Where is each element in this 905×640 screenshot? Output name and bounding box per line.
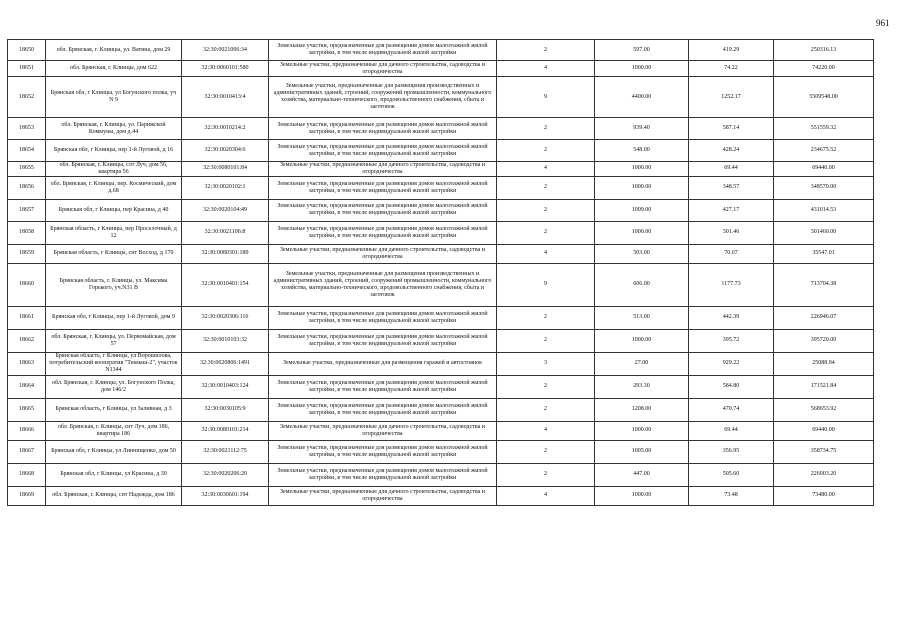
specific-value-cell: 70.67 <box>689 244 774 263</box>
table-row <box>8 352 874 375</box>
page-number: 961 <box>876 18 890 28</box>
table-row <box>8 306 874 329</box>
category-cell: 4 <box>497 61 595 77</box>
cadastral-number-cell: 32:30:0030105:9 <box>182 398 269 421</box>
cadastral-value-table <box>7 39 874 506</box>
specific-value-cell: 69.44 <box>689 162 774 177</box>
table-row <box>8 77 874 118</box>
area-cell: 1009.00 <box>595 199 689 221</box>
table-row <box>8 162 874 177</box>
table-row <box>8 199 874 221</box>
cadastral-number-cell: 32:30:0080101:214 <box>182 421 269 440</box>
cadastral-value-cell: 73480.00 <box>774 486 874 505</box>
address-cell: обл. Брянская, г. Клинцы, ул. Парижской Коммуны, дом д.44 <box>46 118 182 140</box>
area-cell: 1000.00 <box>595 61 689 77</box>
cadastral-number-cell: 32:30:0010214:2 <box>182 118 269 140</box>
specific-value-cell: 470.74 <box>689 398 774 421</box>
address-cell: обл. Брянская, г. Клинцы, ул. Первомайская, дом 57 <box>46 329 182 352</box>
category-cell: 2 <box>497 375 595 398</box>
category-cell: 2 <box>497 199 595 221</box>
row-number: 18666 <box>8 421 46 440</box>
row-number: 18650 <box>8 40 46 61</box>
category-cell: 2 <box>497 118 595 140</box>
address-cell: Брянская область, г. Клинцы, ул. Максима Горького, уч.N31 В <box>46 263 182 306</box>
area-cell: 447.00 <box>595 463 689 486</box>
land-use-cell: Земельные участки, предназначенные для размещения домов малоэтажной жилой застройки, в том числе индивидуальной жилой застройки <box>269 440 497 463</box>
land-use-cell: Земельные участки, предназначенные для размещения домов малоэтажной жилой застройки, в том числе индивидуальной жилой застройки <box>269 306 497 329</box>
area-cell: 1000.00 <box>595 162 689 177</box>
table-row <box>8 375 874 398</box>
area-cell: 1000.00 <box>595 421 689 440</box>
address-cell: обл. Брянская, г. Клинцы, ул. Богунского Полка, дом 146/2 <box>46 375 182 398</box>
row-number: 18667 <box>8 440 46 463</box>
specific-value-cell: 1252.17 <box>689 77 774 118</box>
cadastral-number-cell: 32:30:0030601:194 <box>182 486 269 505</box>
cadastral-value-cell: 69440.00 <box>774 162 874 177</box>
area-cell: 27.00 <box>595 352 689 375</box>
land-use-cell: Земельные участки, предназначенные для размещения домов малоэтажной жилой застройки, в том числе индивидуальной жилой застройки <box>269 40 497 61</box>
table-row <box>8 440 874 463</box>
address-cell: Брянская обл, г Клинцы, пер 1-й Луговой, дом 9 <box>46 306 182 329</box>
land-use-cell: Земельные участки, предназначенные для размещения домов малоэтажной жилой застройки, в том числе индивидуальной жилой застройки <box>269 375 497 398</box>
category-cell: 2 <box>497 40 595 61</box>
cadastral-value-cell: 431014.53 <box>774 199 874 221</box>
address-cell: обл. Брянская, г. Клинцы, дом 622 <box>46 61 182 77</box>
area-cell: 1000.00 <box>595 176 689 199</box>
area-cell: 1005.00 <box>595 440 689 463</box>
specific-value-cell: 395.72 <box>689 329 774 352</box>
land-use-cell: Земельные участки, предназначенные для размещения домов малоэтажной жилой застройки, в том числе индивидуальной жилой застройки <box>269 463 497 486</box>
table-row <box>8 463 874 486</box>
row-number: 18660 <box>8 263 46 306</box>
address-cell: Брянская обл, г Клинцы, ул Богунского полка, уч N 9 <box>46 77 182 118</box>
address-cell: обл. Брянская, г. Клинцы, пер. Космический, дом д.68 <box>46 176 182 199</box>
area-cell: 503.00 <box>595 244 689 263</box>
address-cell: Брянская обл, г Клинцы, пер Красина, д 40 <box>46 199 182 221</box>
cadastral-value-cell: 171521.84 <box>774 375 874 398</box>
category-cell: 2 <box>497 329 595 352</box>
cadastral-value-cell: 74220.00 <box>774 61 874 77</box>
table-row <box>8 118 874 140</box>
specific-value-cell: 427.17 <box>689 199 774 221</box>
land-use-cell: Земельные участки, предназначенные для размещения домов малоэтажной жилой застройки, в том числе индивидуальной жилой застройки <box>269 176 497 199</box>
cadastral-value-cell: 69440.00 <box>774 421 874 440</box>
table-row <box>8 486 874 505</box>
specific-value-cell: 584.80 <box>689 375 774 398</box>
cadastral-value-cell: 395720.00 <box>774 329 874 352</box>
table-row <box>8 40 874 61</box>
address-cell: Брянская обл, г Клинцы, ул Линнищенко, дом 50 <box>46 440 182 463</box>
address-cell: обл. Брянская, г. Клинцы, снт Луч, дом 186, квартира 186 <box>46 421 182 440</box>
category-cell: 4 <box>497 162 595 177</box>
category-cell: 2 <box>497 140 595 162</box>
row-number: 18661 <box>8 306 46 329</box>
table-row <box>8 221 874 244</box>
land-use-cell: Земельные участки, предназначенные для размещения домов малоэтажной жилой застройки, в том числе индивидуальной жилой застройки <box>269 329 497 352</box>
address-cell: Брянская область, г Клинцы, пер Проселочный, д 12 <box>46 221 182 244</box>
row-number: 18669 <box>8 486 46 505</box>
specific-value-cell: 69.44 <box>689 421 774 440</box>
table-row <box>8 176 874 199</box>
cadastral-value-cell: 358734.75 <box>774 440 874 463</box>
area-cell: 1000.00 <box>595 329 689 352</box>
area-cell: 548.00 <box>595 140 689 162</box>
category-cell: 4 <box>497 421 595 440</box>
cadastral-number-cell: 32:30:0010401:154 <box>182 263 269 306</box>
row-number: 18659 <box>8 244 46 263</box>
category-cell: 4 <box>497 244 595 263</box>
cadastral-number-cell: 32:30:0010413:4 <box>182 77 269 118</box>
row-number: 18656 <box>8 176 46 199</box>
specific-value-cell: 73.48 <box>689 486 774 505</box>
cadastral-number-cell: 32:30:0020304:6 <box>182 140 269 162</box>
land-use-cell: Земельные участки, предназначенные для дачного строительства, садоводства и огородничества <box>269 486 497 505</box>
table-row <box>8 421 874 440</box>
row-number: 18657 <box>8 199 46 221</box>
specific-value-cell: 587.14 <box>689 118 774 140</box>
address-cell: обл. Брянская, г. Клинцы, слт Луч, дом 56, квартира 56 <box>46 162 182 177</box>
cadastral-value-cell: 35547.01 <box>774 244 874 263</box>
category-cell: 9 <box>497 263 595 306</box>
specific-value-cell: 348.57 <box>689 176 774 199</box>
category-cell: 2 <box>497 440 595 463</box>
specific-value-cell: 356.95 <box>689 440 774 463</box>
table-row <box>8 61 874 77</box>
category-cell: 2 <box>497 176 595 199</box>
category-cell: 4 <box>497 486 595 505</box>
land-use-cell: Земельные участки, предназначенные для дачного строительства, садоводства и огородничества <box>269 162 497 177</box>
land-use-cell: Земельные участки, предназначенные для размещения производственных и административных зданий, строений, сооружений промышленности, коммунального хозяйства, материально-технического, продовольственного снабжения, сбыта и заготовок <box>269 263 497 306</box>
cadastral-value-cell: 301460.00 <box>774 221 874 244</box>
cadastral-value-cell: 25088.94 <box>774 352 874 375</box>
cadastral-value-cell: 713704.38 <box>774 263 874 306</box>
cadastral-number-cell: 32:30:0010403:124 <box>182 375 269 398</box>
land-use-cell: Земельные участки, предназначенные для дачного строительства, садоводства и огородничества <box>269 244 497 263</box>
category-cell: 2 <box>497 398 595 421</box>
specific-value-cell: 74.22 <box>689 61 774 77</box>
land-use-cell: Земельные участки, предназначенные для размещения домов малоэтажной жилой застройки, в том числе индивидуальной жилой застройки <box>269 118 497 140</box>
table-row <box>8 244 874 263</box>
specific-value-cell: 929.22 <box>689 352 774 375</box>
specific-value-cell: 505.60 <box>689 463 774 486</box>
row-number: 18654 <box>8 140 46 162</box>
land-use-cell: Земельные участки, предназначенные для дачного строительства, садоводства и огородничества <box>269 61 497 77</box>
category-cell: 2 <box>497 463 595 486</box>
cadastral-value-cell: 568653.92 <box>774 398 874 421</box>
table-row <box>8 263 874 306</box>
address-cell: Брянская область, г Клинцы, снт Восход, д 170 <box>46 244 182 263</box>
cadastral-value-cell: 226003.20 <box>774 463 874 486</box>
area-cell: 4400.00 <box>595 77 689 118</box>
category-cell: 2 <box>497 306 595 329</box>
area-cell: 1208.00 <box>595 398 689 421</box>
land-use-cell: Земельные участки, предназначенные для размещения гаражей и автостоянок <box>269 352 497 375</box>
table-row <box>8 329 874 352</box>
address-cell: Брянская область, г Клинцы, ул Ворошилова, потребительский кооператив "Текмаш-2", участок N1344 <box>46 352 182 375</box>
row-number: 18652 <box>8 77 46 118</box>
row-number: 18665 <box>8 398 46 421</box>
row-number: 18653 <box>8 118 46 140</box>
address-cell: Брянская обл, г Клинцы, пер 1-й Луговой, д 16 <box>46 140 182 162</box>
cadastral-number-cell: 32:30:0020306:116 <box>182 306 269 329</box>
address-cell: Брянская обл, г Клинцы, ул Красина, д 30 <box>46 463 182 486</box>
cadastral-number-cell: 32:30:0080101:84 <box>182 162 269 177</box>
cadastral-number-cell: 32:30:0060101:580 <box>182 61 269 77</box>
address-cell: обл. Брянская, г. Клинцы, ул. Ватина, дом 29 <box>46 40 182 61</box>
specific-value-cell: 301.46 <box>689 221 774 244</box>
cadastral-number-cell: 32:30:0010103:32 <box>182 329 269 352</box>
specific-value-cell: 428.24 <box>689 140 774 162</box>
cadastral-value-cell: 226946.07 <box>774 306 874 329</box>
cadastral-number-cell: 32:30:0021006:34 <box>182 40 269 61</box>
area-cell: 1000.00 <box>595 486 689 505</box>
row-number: 18664 <box>8 375 46 398</box>
category-cell: 9 <box>497 77 595 118</box>
specific-value-cell: 419.29 <box>689 40 774 61</box>
area-cell: 513.00 <box>595 306 689 329</box>
cadastral-value-cell: 348570.00 <box>774 176 874 199</box>
row-number: 18658 <box>8 221 46 244</box>
cadastral-number-cell: 32:30:0080301:189 <box>182 244 269 263</box>
address-cell: обл. Брянская, г. Клинцы, снт Надежда, дом 186 <box>46 486 182 505</box>
area-cell: 597.00 <box>595 40 689 61</box>
cadastral-value-cell: 551559.32 <box>774 118 874 140</box>
cadastral-value-cell: 234675.52 <box>774 140 874 162</box>
category-cell: 3 <box>497 352 595 375</box>
land-use-cell: Земельные участки, предназначенные для размещения домов малоэтажной жилой застройки, в том числе индивидуальной жилой застройки <box>269 221 497 244</box>
area-cell: 1000.00 <box>595 221 689 244</box>
land-use-cell: Земельные участки, предназначенные для размещения домов малоэтажной жилой застройки, в том числе индивидуальной жилой застройки <box>269 140 497 162</box>
specific-value-cell: 1177.73 <box>689 263 774 306</box>
address-cell: Брянская область, г Клинцы, ул Заливная, д 3 <box>46 398 182 421</box>
area-cell: 606.00 <box>595 263 689 306</box>
cadastral-number-cell: 32:30:0020104:49 <box>182 199 269 221</box>
area-cell: 293.30 <box>595 375 689 398</box>
land-use-cell: Земельные участки, предназначенные для размещения домов малоэтажной жилой застройки, в том числе индивидуальной жилой застройки <box>269 199 497 221</box>
row-number: 18668 <box>8 463 46 486</box>
cadastral-value-cell: 5509548.00 <box>774 77 874 118</box>
category-cell: 2 <box>497 221 595 244</box>
cadastral-number-cell: 32:30:0020806:1491 <box>182 352 269 375</box>
row-number: 18662 <box>8 329 46 352</box>
specific-value-cell: 442.39 <box>689 306 774 329</box>
land-use-cell: Земельные участки, предназначенные для размещения домов малоэтажной жилой застройки, в том числе индивидуальной жилой застройки <box>269 398 497 421</box>
cadastral-number-cell: 32:30:0020206:20 <box>182 463 269 486</box>
land-use-cell: Земельные участки, предназначенные для дачного строительства, садоводства и огородничества <box>269 421 497 440</box>
table-row <box>8 398 874 421</box>
table-row <box>8 140 874 162</box>
land-use-cell: Земельные участки, предназначенные для размещения производственных и административных зданий, строений, сооружений промышленности, коммунального хозяйства, материально-технического, продовольственного снабжения, сбыта и заготовок <box>269 77 497 118</box>
row-number: 18651 <box>8 61 46 77</box>
cadastral-value-cell: 250316.13 <box>774 40 874 61</box>
cadastral-number-cell: 32:30:0020102:1 <box>182 176 269 199</box>
cadastral-number-cell: 32:30:0021106:8 <box>182 221 269 244</box>
area-cell: 939.40 <box>595 118 689 140</box>
row-number: 18663 <box>8 352 46 375</box>
cadastral-number-cell: 32:30:0021112:75 <box>182 440 269 463</box>
row-number: 18655 <box>8 162 46 177</box>
